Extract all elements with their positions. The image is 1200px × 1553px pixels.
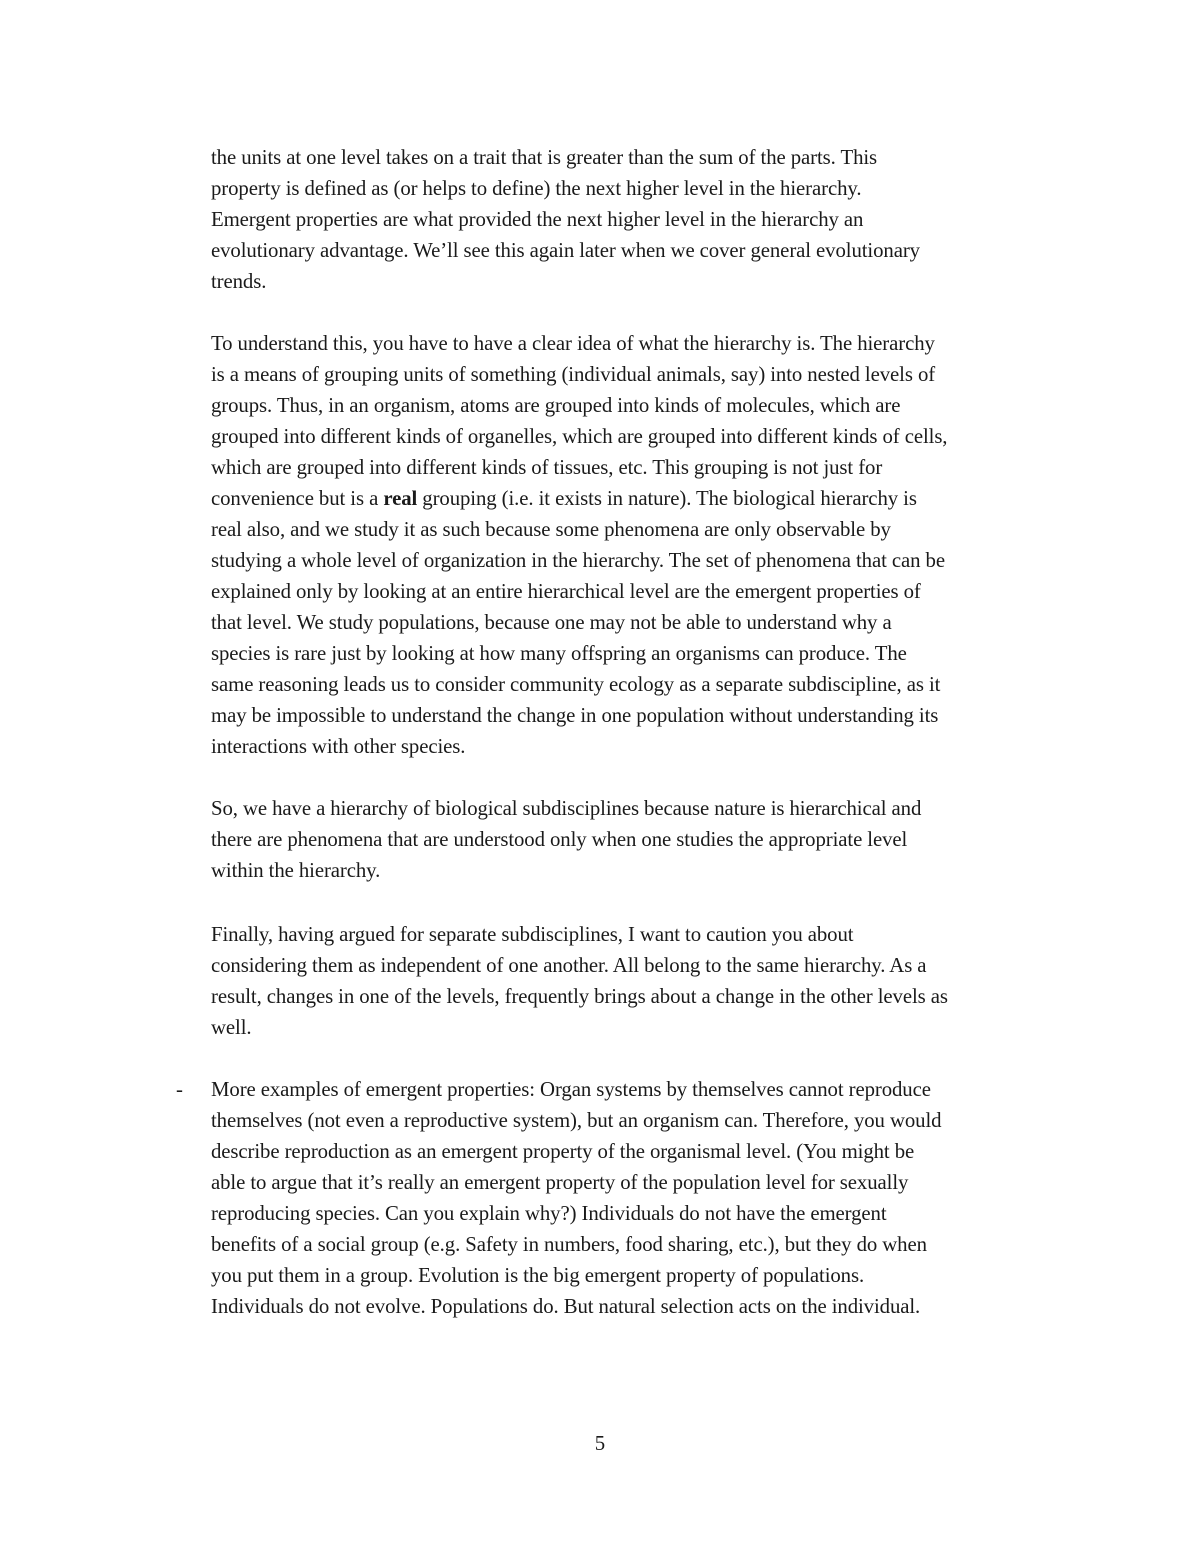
text-line: trends.: [211, 270, 267, 293]
text-line: To understand this, you have to have a clear idea of what the hierarchy is. The hierarchy: [211, 332, 935, 355]
text-segment: grouping (i.e. it exists in nature). The biological hierarchy is: [417, 487, 917, 510]
text-line: property is defined as (or helps to define) the next higher level in the hierarchy.: [211, 177, 862, 200]
text-line: that level. We study populations, because one may not be able to understand why a: [211, 611, 892, 634]
text-line: evolutionary advantage. We’ll see this again later when we cover general evolutionary: [211, 239, 920, 262]
text-line: studying a whole level of organization in the hierarchy. The set of phenomena that can be: [211, 549, 945, 572]
text-line: So, we have a hierarchy of biological subdisciplines because nature is hierarchical and: [211, 797, 922, 820]
text-line: Emergent properties are what provided the next higher level in the hierarchy an: [211, 208, 864, 231]
text-line: species is rare just by looking at how many offspring an organisms can produce. The: [211, 642, 907, 665]
text-line: interactions with other species.: [211, 735, 466, 758]
text-line: able to argue that it’s really an emergent property of the population level for sexually: [211, 1171, 909, 1194]
text-line: the units at one level takes on a trait that is greater than the sum of the parts. This: [211, 146, 878, 169]
bullet-dash: -: [176, 1078, 183, 1101]
text-line: result, changes in one of the levels, frequently brings about a change in the other levels as: [211, 985, 948, 1008]
text-line: themselves (not even a reproductive system), but an organism can. Therefore, you would: [211, 1109, 942, 1132]
text-line: benefits of a social group (e.g. Safety in numbers, food sharing, etc.), but they do when: [211, 1233, 927, 1256]
text-line: there are phenomena that are understood only when one studies the appropriate level: [211, 828, 908, 851]
text-line: Finally, having argued for separate subdisciplines, I want to caution you about: [211, 923, 854, 946]
text-line: same reasoning leads us to consider community ecology as a separate subdiscipline, as it: [211, 673, 941, 696]
text-segment: convenience but is a: [211, 487, 384, 510]
text-line: Individuals do not evolve. Populations do. But natural selection acts on the individual.: [211, 1295, 921, 1318]
text-line: may be impossible to understand the change in one population without understanding its: [211, 704, 939, 727]
text-line: considering them as independent of one another. All belong to the same hierarchy. As a: [211, 954, 927, 977]
text-line: well.: [211, 1016, 252, 1039]
text-line: describe reproduction as an emergent property of the organismal level. (You might be: [211, 1140, 915, 1163]
text-line: grouped into different kinds of organelles, which are grouped into different kinds of cells,: [211, 425, 948, 448]
bold-term-real: real: [383, 487, 418, 510]
text-line: reproducing species. Can you explain why?) Individuals do not have the emergent: [211, 1202, 887, 1225]
text-line: groups. Thus, in an organism, atoms are grouped into kinds of molecules, which are: [211, 394, 901, 417]
text-line: which are grouped into different kinds of tissues, etc. This grouping is not just for: [211, 456, 883, 479]
page-number: 5: [594, 1432, 606, 1455]
text-line: explained only by looking at an entire hierarchical level are the emergent properties of: [211, 580, 921, 603]
text-line: is a means of grouping units of something (individual animals, say) into nested levels of: [211, 363, 936, 386]
text-line: you put them in a group. Evolution is the big emergent property of populations.: [211, 1264, 865, 1287]
text-line-with-bold: [211, 483, 917, 514]
text-line: More examples of emergent properties: Organ systems by themselves cannot reproduce: [211, 1078, 931, 1101]
text-line: real also, and we study it as such because some phenomena are only observable by: [211, 518, 891, 541]
text-line: within the hierarchy.: [211, 859, 381, 882]
